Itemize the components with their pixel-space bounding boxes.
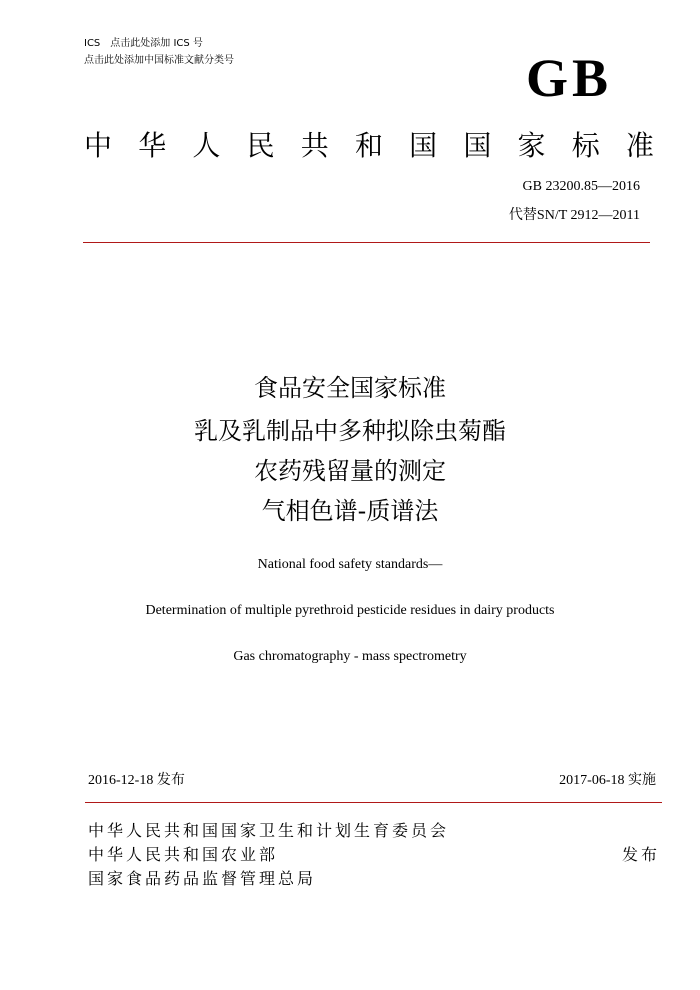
replaces-standard: 代替SN/T 2912—2011 [508, 208, 640, 223]
classification-line: 点击此处添加中国标准文献分类号 [84, 55, 234, 66]
title-char: 华 [138, 129, 167, 162]
title-char: 准 [625, 129, 654, 162]
title-char: 国 [409, 129, 438, 162]
title-char: 人 [192, 129, 221, 162]
national-standard-title [84, 128, 654, 164]
implement-date: 2017-06-18 实施 [559, 773, 656, 788]
gb-logo: GB [525, 48, 612, 108]
en-title-line-1: National food safety standards— [257, 557, 443, 572]
cn-title-line-2: 乳及乳制品中多种拟除虫菊酯 [194, 417, 506, 445]
cn-title-line-1: 食品安全国家标准 [254, 374, 446, 402]
ics-line: ICS 点击此处添加 ICS 号 [84, 38, 203, 49]
cn-title-line-3: 农药残留量的测定 [254, 457, 446, 485]
en-title-line-3: Gas chromatography - mass spectrometry [233, 649, 467, 664]
issuer-line-1: 中华人民共和国国家卫生和计划生育委员会 [88, 821, 450, 840]
title-char: 国 [463, 129, 492, 162]
issuer-line-3: 国家食品药品监督管理总局 [88, 869, 317, 888]
title-char: 和 [354, 129, 383, 162]
title-char: 家 [517, 129, 546, 162]
release-date: 2016-12-18 发布 [88, 773, 185, 788]
issue-label: 发布 [621, 845, 660, 864]
title-char: 共 [300, 129, 329, 162]
standard-number: GB 23200.85—2016 [522, 179, 640, 194]
title-char: 民 [246, 129, 275, 162]
bottom-divider [85, 802, 662, 803]
cn-title-line-4: 气相色谱-质谱法 [261, 497, 439, 525]
en-title-line-2: Determination of multiple pyrethroid pesticide residues in dairy products [145, 603, 555, 618]
title-char: 标 [571, 129, 600, 162]
issuer-line-2: 中华人民共和国农业部 [88, 845, 279, 864]
title-char: 中 [84, 129, 113, 162]
top-divider [83, 242, 650, 243]
